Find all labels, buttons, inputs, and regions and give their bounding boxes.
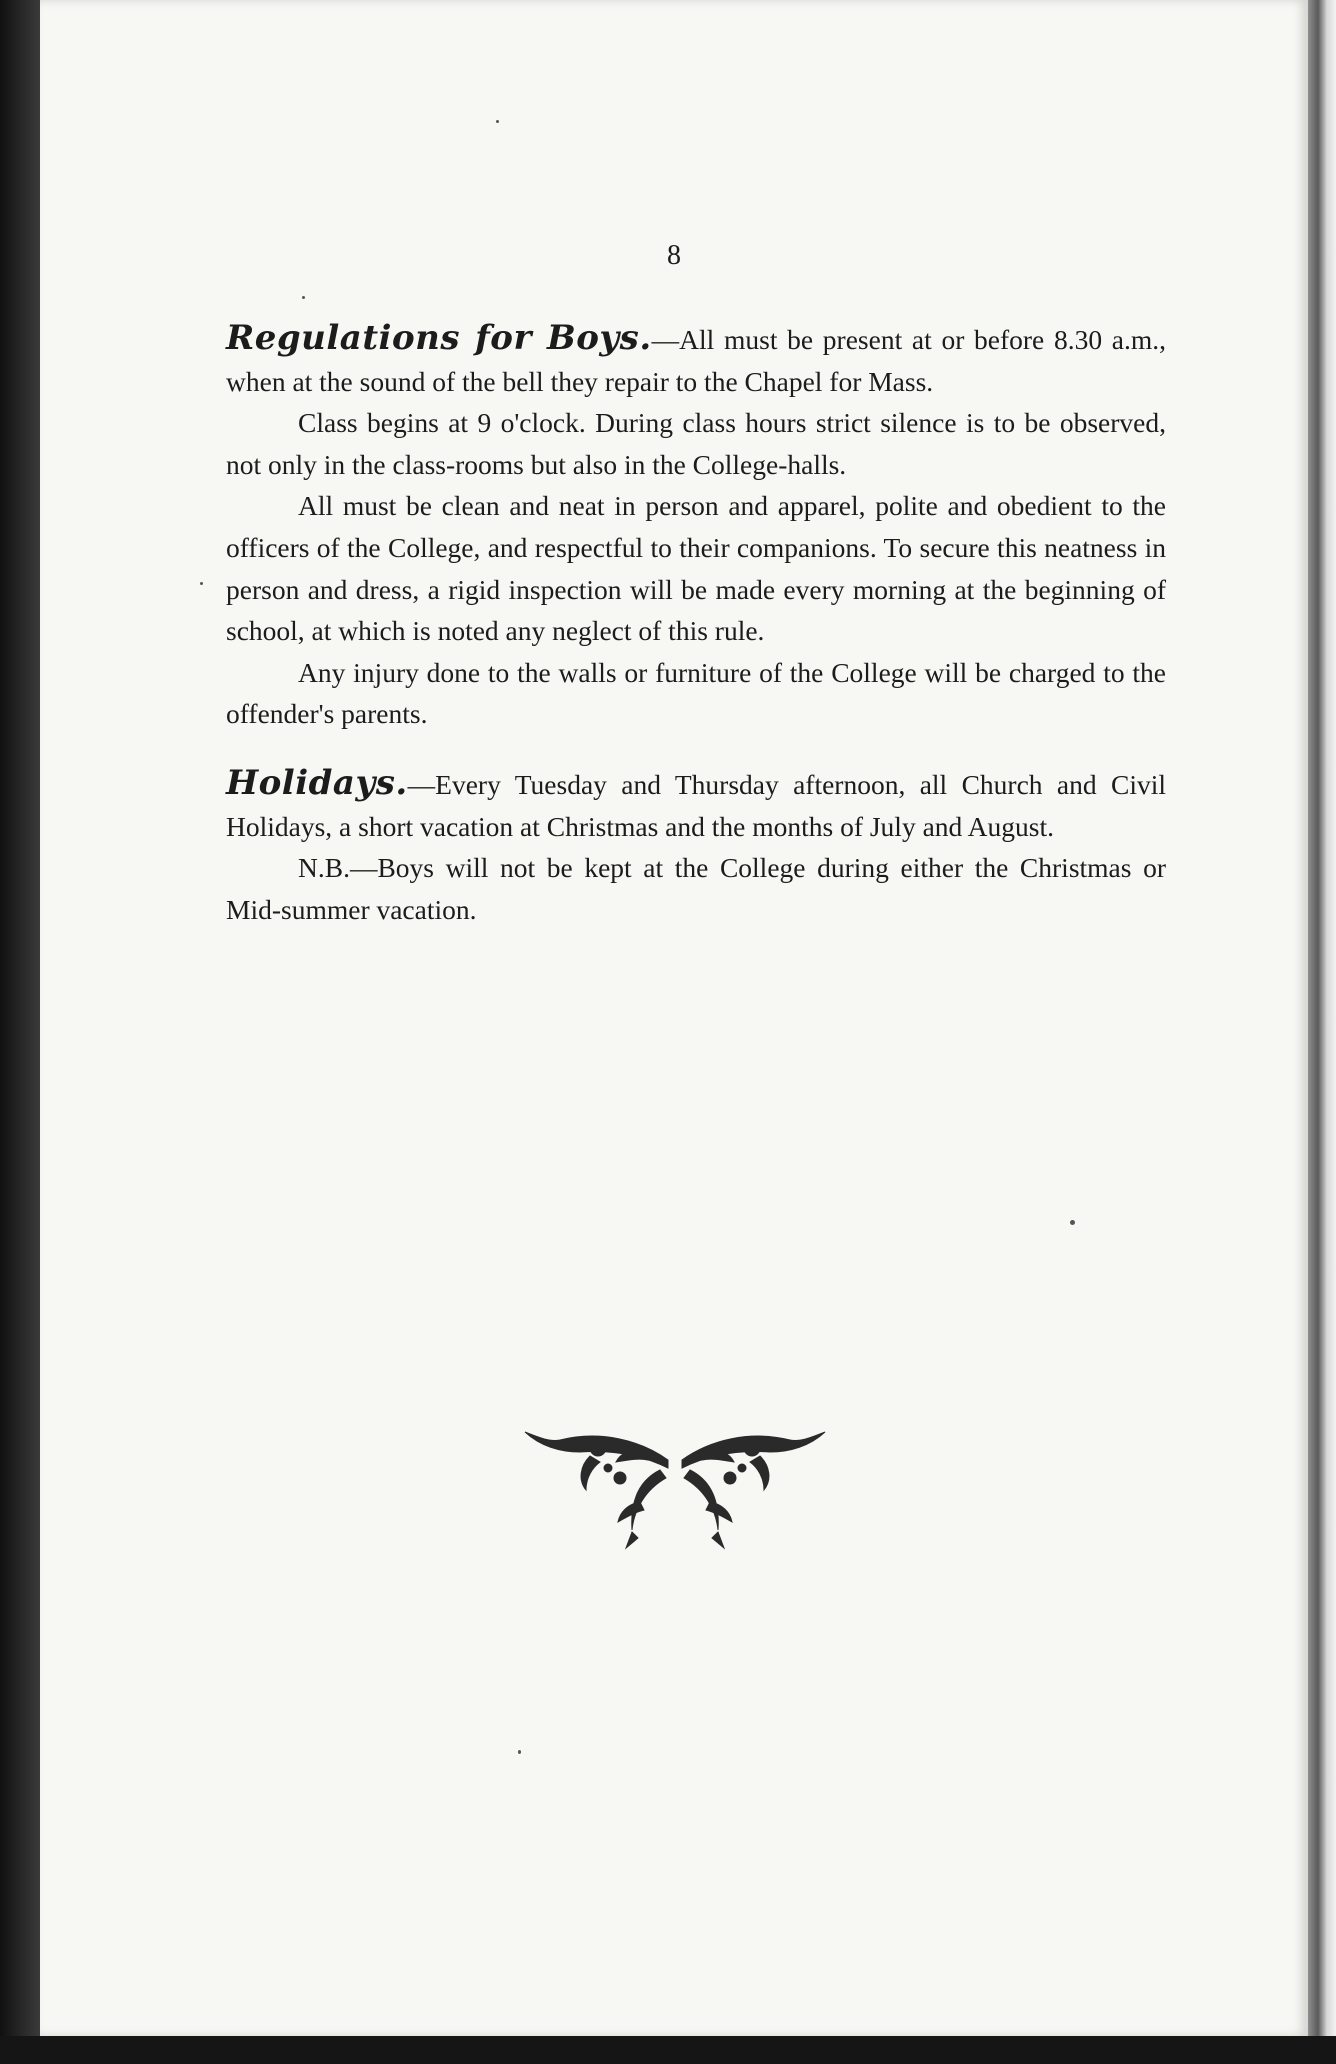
document-page: [40, 0, 1308, 2036]
scan-border-right: [1306, 0, 1336, 2064]
dust-speck: [1070, 1220, 1075, 1225]
dust-speck: [496, 120, 499, 123]
body-text: [226, 318, 1166, 930]
regulations-paragraph-4: Any injury done to the walls or furniture of the College will be charged to the offender's parents.: [226, 656, 1166, 730]
dust-speck: [518, 1750, 521, 1754]
regulations-paragraph-3: All must be clean and neat in person and apparel, polite and obedient to the officers of the College, and respectful to their companions. To secure this neatness in person and dress, a rigid inspection will be made every morning at the beginning of school, at which is noted any neglect of this rule.: [226, 490, 1166, 647]
holidays-paragraph-2: N.B.—Boys will not be kept at the College during either the Christmas or Mid-summer vacation.: [226, 852, 1166, 925]
regulations-text-1: —All must be present at or before 8.30 a.m., when at the sound of the bell they repair to the Chapel for Mass.: [226, 324, 1166, 397]
holidays-paragraph-1: [226, 763, 1166, 847]
regulations-heading: Regulations for Boys.: [226, 318, 652, 358]
scan-border-left: [0, 0, 40, 2064]
dust-speck: [302, 296, 305, 299]
holidays-heading: Holidays.: [226, 762, 408, 803]
page-number: 8: [667, 240, 681, 271]
holidays-text-1: —Every Tuesday and Thursday afternoon, all Church and Civil Holidays, a short vacation at Christmas and the months of July and August.: [226, 768, 1166, 842]
scan-border-bottom: [0, 2036, 1336, 2064]
regulations-paragraph-1: [226, 318, 1166, 402]
floral-ornament-icon: [520, 1420, 830, 1550]
regulations-paragraph-2: Class begins at 9 o'clock. During class hours strict silence is to be observed, not only in the class-rooms but also in the College-halls.: [226, 407, 1166, 480]
dust-speck: [200, 582, 203, 585]
